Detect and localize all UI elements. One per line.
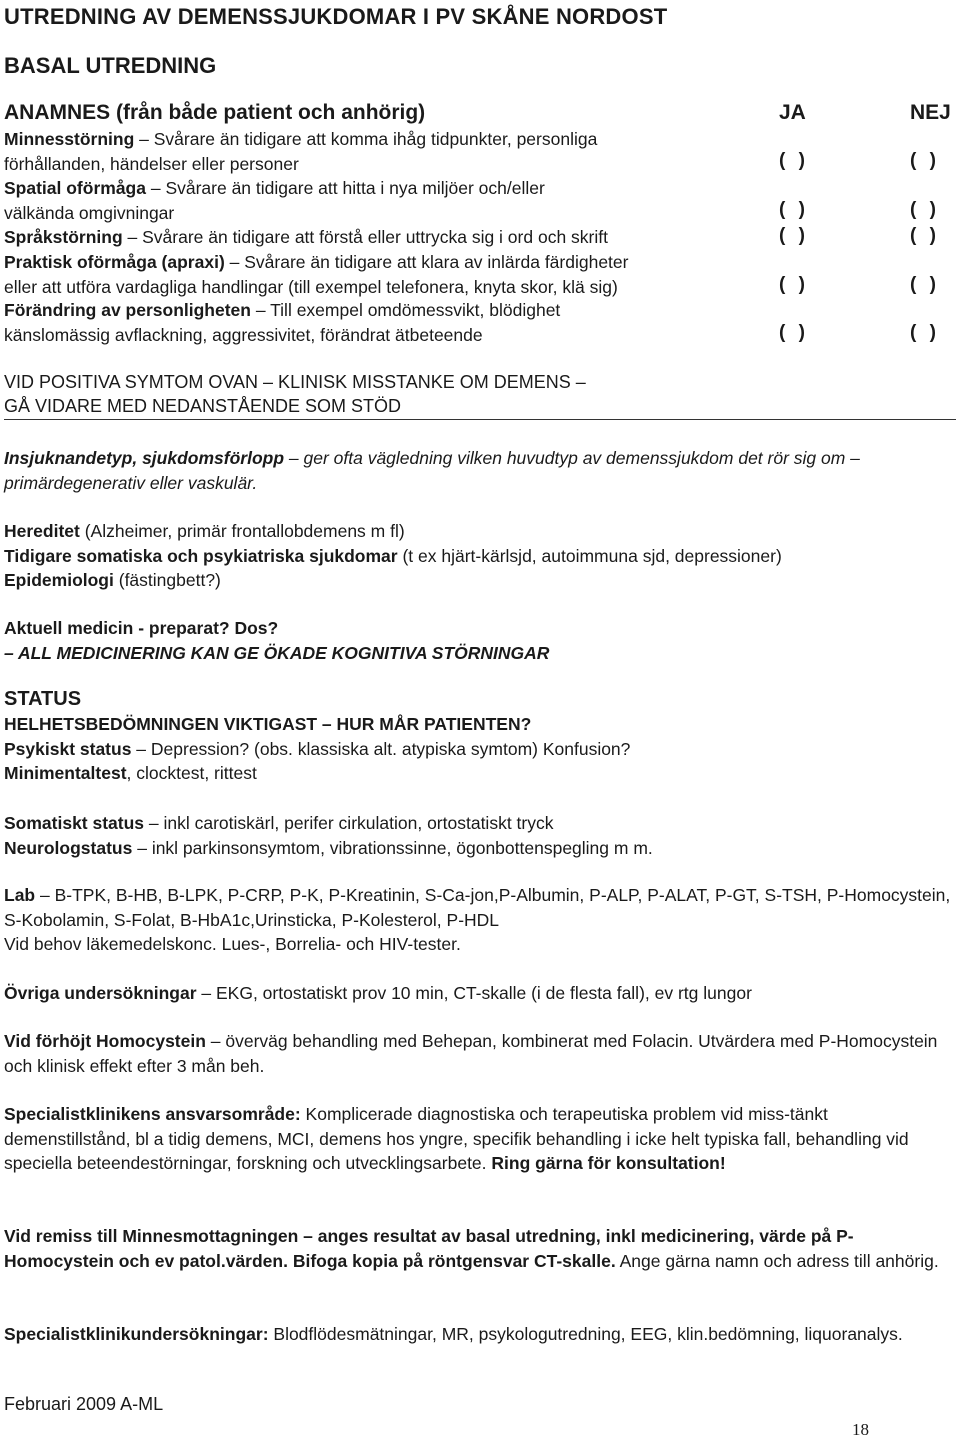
checkbox-no[interactable]: ( )	[910, 199, 940, 220]
symptom-term: Förändring av personligheten	[4, 300, 251, 320]
neuro-status-text: – inkl parkinsonsymtom, vibrationssinne, ögonbottenspegling m m.	[132, 837, 653, 858]
heredity-term: Hereditet	[4, 521, 80, 541]
symptom-item	[4, 298, 774, 347]
epidemiology-term: Epidemiologi	[4, 570, 114, 590]
psych-status-term: Psykiskt status	[4, 738, 132, 759]
checkbox-yes[interactable]: ( )	[779, 274, 809, 295]
specialist-exams-text: Blodflödesmätningar, MR, psykologutredning, EEG, klin.bedömning, liquoranalys.	[268, 1324, 903, 1344]
symptom-term: Språkstörning	[4, 227, 123, 247]
somatic-block	[4, 811, 956, 860]
lab-term: Lab	[4, 885, 36, 905]
referral-text: Ange gärna namn och adress till anhörig.	[615, 1250, 939, 1271]
psych-status-text: – Depression? (obs. klassiska alt. atypiska symtom) Konfusion?	[131, 738, 631, 759]
column-header-yes: JA	[779, 101, 806, 124]
homocysteine-paragraph	[4, 1029, 956, 1078]
symptom-text: eller att utföra vardagliga handlingar (till exempel telefonera, knyta skor, klä sig)	[4, 276, 618, 297]
document-title: UTREDNING AV DEMENSSJUKDOMAR I PV SKÅNE NORDOST	[4, 4, 668, 29]
medicine-question: Aktuell medicin - preparat? Dos?	[4, 618, 279, 638]
specialist-exams-term: Specialistklinikundersökningar:	[4, 1324, 269, 1344]
referral-paragraph	[4, 1224, 956, 1273]
checkbox-no[interactable]: ( )	[910, 322, 940, 343]
symptom-text: – Svårare än tidigare att komma ihåg tidpunkter, personliga	[134, 129, 598, 149]
notice-line: VID POSITIVA SYMTOM OVAN – KLINISK MISSTANKE OM DEMENS –	[4, 372, 586, 392]
symptom-text: – Svårare än tidigare att förstå eller uttrycka sig i ord och skrift	[122, 227, 608, 247]
medicine-warning: – ALL MEDICINERING KAN GE ÖKADE KOGNITIVA STÖRNINGAR	[4, 642, 550, 663]
onset-paragraph	[4, 446, 956, 495]
onset-term: Insjuknandetyp, sjukdomsförlopp	[4, 448, 285, 468]
divider	[4, 419, 956, 420]
previous-diseases-text: (t ex hjärt-kärlsjd, autoimmuna sjd, depressioner)	[397, 545, 782, 566]
minimental-text: , clocktest, rittest	[126, 763, 257, 783]
checkbox-no[interactable]: ( )	[910, 225, 940, 246]
other-exams-text: – EKG, ortostatiskt prov 10 min, CT-skalle (i de flesta fall), ev rtg lungor	[196, 983, 752, 1003]
symptom-text: – Till exempel omdömessvikt, blödighet	[250, 300, 561, 320]
symptom-item	[4, 127, 774, 176]
checkbox-no[interactable]: ( )	[910, 150, 940, 171]
other-exams-line	[4, 981, 956, 1006]
checkbox-yes[interactable]: ( )	[779, 199, 809, 220]
somatic-status-text: – inkl carotiskärl, perifer cirkulation, ortostatiskt tryck	[144, 813, 554, 833]
specialist-text: Komplicerade diagnostiska och terapeutiska problem vid miss-tänkt demenstillstånd, bl a tidig demens, MCI, demens hos yngre, specifik behandling i icke helt typiska fall, behandling vid speciella beteendestörningar, forskning och utvecklingsarbete.	[4, 1104, 909, 1173]
status-heading: STATUS	[4, 688, 82, 710]
symptom-term: Spatial oförmåga	[4, 178, 146, 198]
notice-line: GÅ VIDARE MED NEDANSTÅENDE SOM STÖD	[4, 396, 402, 416]
symptom-item	[4, 250, 774, 299]
onset-text: – ger ofta vägledning vilken huvudtyp av demenssjukdom det rör sig om – primärdegenerativ eller vaskulär.	[4, 448, 860, 493]
status-block	[4, 712, 956, 786]
specialist-term: Specialistklinikens ansvarsområde:	[4, 1104, 301, 1124]
homocysteine-text: – överväg behandling med Behepan, kombinerat med Folacin. Utvärdera med P-Homocystein och klinisk effekt efter 3 mån beh.	[4, 1031, 938, 1076]
symptom-text: – Svårare än tidigare att klara av inlärda färdigheter	[224, 252, 629, 272]
symptom-text: känslomässig avflackning, aggressivitet, förändrat ätbeteende	[4, 324, 483, 345]
other-exams-term: Övriga undersökningar	[4, 983, 197, 1003]
heredity-text: (Alzheimer, primär frontallobdemens m fl)	[79, 521, 405, 541]
specialist-exams-paragraph	[4, 1322, 956, 1347]
history-block	[4, 519, 956, 593]
lab-block	[4, 883, 956, 957]
anamnes-heading: ANAMNES (från både patient och anhörig)	[4, 101, 426, 124]
homocysteine-term: Vid förhöjt Homocystein	[4, 1031, 206, 1051]
neuro-status-term: Neurologstatus	[4, 837, 133, 858]
specialist-call-note: Ring gärna för konsultation!	[491, 1153, 726, 1173]
checkbox-no[interactable]: ( )	[910, 274, 940, 295]
symptom-term: Minnesstörning	[4, 129, 135, 149]
symptom-item	[4, 225, 774, 250]
referral-instructions: Vid remiss till Minnesmottagningen – anges resultat av basal utredning, inkl medicinering, värde på P-Homocystein och ev patol.värden. Bifoga kopia på röntgensvar CT-skalle.	[4, 1226, 854, 1271]
symptom-item	[4, 176, 774, 225]
lab-text: – B-TPK, B-HB, B-LPK, P-CRP, P-K, P-Kreatinin, S-Ca-jon,P-Albumin, P-ALP, P-ALAT, P-GT, S-TSH, P-Homocystein, S-Kobolamin, S-Folat, B-HbA1c,Urinsticka, P-Kolesterol, P-HDL	[4, 885, 951, 930]
footer-date: Februari 2009 A-ML	[4, 1394, 164, 1414]
specialist-paragraph	[4, 1102, 956, 1176]
status-subheading: HELHETSBEDÖMNINGEN VIKTIGAST – HUR MÅR PATIENTEN?	[4, 714, 532, 734]
symptom-text: välkända omgivningar	[4, 202, 175, 223]
heredity-line	[4, 519, 956, 544]
somatic-status-term: Somatiskt status	[4, 813, 145, 833]
previous-diseases-term: Tidigare somatiska och psykiatriska sjukdomar	[4, 545, 398, 566]
column-header-no: NEJ	[910, 101, 951, 124]
epidemiology-text: (fästingbett?)	[113, 570, 221, 590]
symptom-term: Praktisk oförmåga (apraxi)	[4, 252, 225, 272]
previous-diseases-line	[4, 544, 956, 569]
medicine-block	[4, 616, 956, 665]
page-number: 18	[852, 1420, 869, 1439]
section-title-basal: BASAL UTREDNING	[4, 53, 217, 78]
symptom-text: förhållanden, händelser eller personer	[4, 153, 299, 174]
checkbox-yes[interactable]: ( )	[779, 150, 809, 171]
symptom-text: – Svårare än tidigare att hitta i nya miljöer och/eller	[145, 178, 545, 198]
minimental-term: Minimentaltest	[4, 763, 127, 783]
epidemiology-line	[4, 568, 956, 593]
checkbox-yes[interactable]: ( )	[779, 225, 809, 246]
lab-extra-line: Vid behov läkemedelskonc. Lues-, Borrelia- och HIV-tester.	[4, 934, 461, 954]
checkbox-yes[interactable]: ( )	[779, 322, 809, 343]
